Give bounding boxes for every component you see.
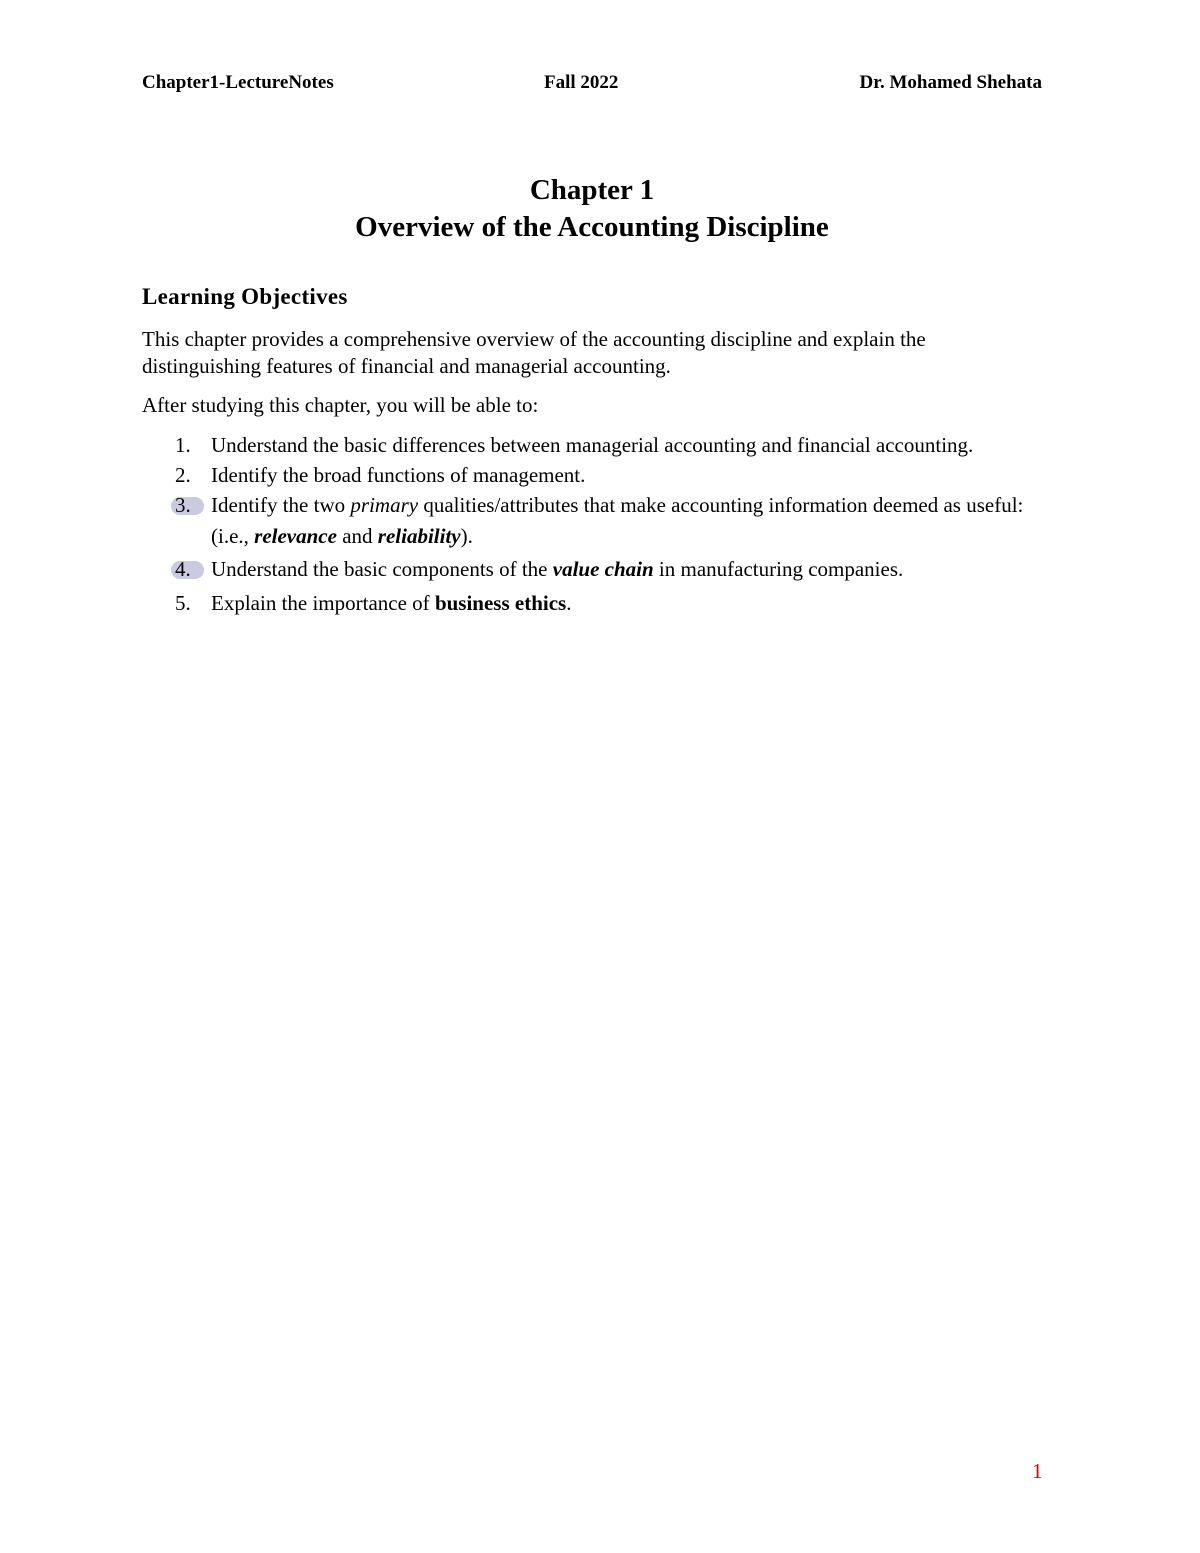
list-item-text-post: in manufacturing companies. <box>653 557 904 581</box>
objectives-list <box>142 430 1042 618</box>
list-item-text-pre: Identify the two <box>211 493 351 517</box>
list-item-number: 4. <box>175 554 191 585</box>
list-item-number: 2. <box>175 463 191 487</box>
chapter-title <box>142 172 1042 246</box>
intro-paragraph: This chapter provides a comprehensive overview of the accounting discipline and explain the distinguishing features of financial and managerial accounting. <box>142 327 926 378</box>
term-relevance: relevance <box>254 524 337 548</box>
term-business-ethics: business ethics <box>434 591 567 615</box>
emphasis-primary: primary <box>350 493 419 517</box>
chapter-number: Chapter 1 <box>529 174 655 206</box>
list-item <box>142 554 1042 585</box>
header-author: Dr. Mohamed Shehata <box>859 72 1042 93</box>
list-item-text: Understand the basic differences between managerial accounting and financial accounting. <box>211 433 974 457</box>
header-course: Chapter1-LectureNotes <box>142 72 334 93</box>
list-item-number: 1. <box>175 433 191 457</box>
term-reliability: reliability <box>377 524 461 548</box>
section-heading: Learning Objectives <box>142 284 348 309</box>
list-item <box>142 490 1042 552</box>
list-item-number: 3. <box>175 490 191 521</box>
page-header <box>142 72 1042 98</box>
header-term: Fall 2022 <box>544 72 619 93</box>
list-item-text-post: . <box>566 591 572 615</box>
list-item <box>142 460 1042 491</box>
list-item-number: 5. <box>175 591 191 615</box>
list-item-text-pre: Understand the basic components of the <box>211 557 553 581</box>
list-item-text: Identify the broad functions of management. <box>211 463 586 487</box>
after-studying-text: After studying this chapter, you will be able to: <box>142 393 539 417</box>
chapter-name: Overview of the Accounting Discipline <box>355 211 829 243</box>
list-item <box>142 430 1042 461</box>
list-item-text-pre: Explain the importance of <box>211 591 435 615</box>
page-number: 1 <box>1032 1459 1043 1483</box>
list-item-text-mid: qualities/attributes that make accounting information deemed as useful: (i.e., <box>211 493 1024 548</box>
list-item <box>142 588 1042 619</box>
list-item-text-and: and <box>336 524 378 548</box>
list-item-text-post: ). <box>460 524 473 548</box>
term-value-chain: value chain <box>552 557 654 581</box>
